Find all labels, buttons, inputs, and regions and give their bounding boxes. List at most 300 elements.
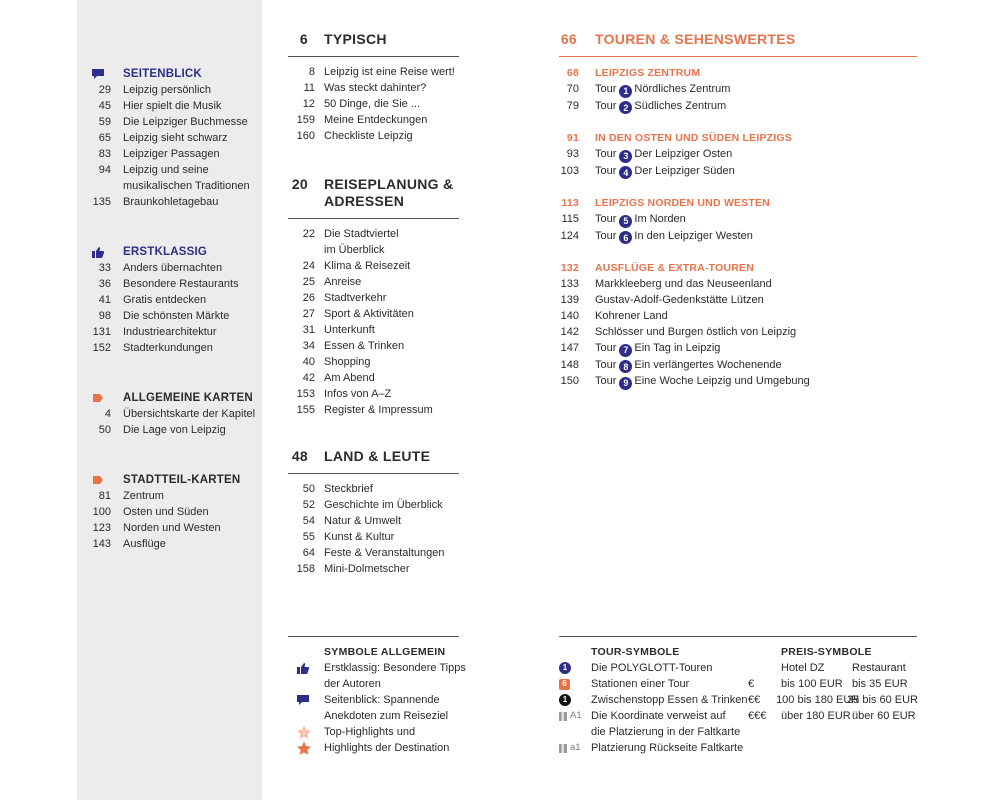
sidebar-entry[interactable] [85, 260, 260, 276]
page-number: 11 [303, 82, 315, 94]
chapters-column [288, 31, 459, 607]
folded-map-icon [559, 744, 567, 753]
tour-group-title: IN DEN OSTEN UND SÜDEN LEIPZIGS [595, 132, 792, 144]
entry-title: Leipzig und seine [123, 164, 209, 176]
legend-entry [559, 724, 754, 740]
sidebar-entry[interactable] [85, 536, 260, 552]
entry-title: Essen & Trinken [324, 340, 405, 352]
tour-entry[interactable] [559, 324, 917, 340]
legend-icon-slot [296, 676, 324, 692]
sidebar-entry[interactable] [85, 98, 260, 114]
entry-title: Zentrum [123, 490, 164, 502]
tour-prefix: Tour [595, 358, 617, 371]
tour-title: Der Leipziger Osten [634, 148, 733, 160]
page-number: 132 [560, 262, 579, 274]
entry-title: Gratis entdecken [123, 294, 207, 306]
tour-title: Ein verlängertes Wochenende [634, 358, 782, 371]
page-number: 94 [98, 164, 111, 176]
sidebar-section [85, 244, 260, 356]
sidebar-entry[interactable] [85, 194, 260, 210]
sidebar-entry[interactable] [85, 114, 260, 130]
sidebar-entry[interactable] [85, 130, 260, 146]
page-number: 26 [302, 292, 315, 304]
entry-title: Mini-Dolmetscher [324, 563, 410, 575]
price-hotel-header: Hotel DZ [781, 662, 825, 674]
price-symbol-col [748, 660, 781, 676]
sidebar-section-icon-wrap [85, 475, 111, 485]
legend-entry [559, 660, 754, 676]
entry-title: Stadtverkehr [324, 292, 387, 304]
map-coordinate: A1 [570, 710, 582, 721]
sidebar-section-heading [85, 390, 260, 406]
sidebar-section-heading [85, 66, 260, 82]
entry-title: Unterkunft [324, 324, 375, 336]
legend-icon-slot [559, 708, 591, 724]
chapter-title: TOUREN & SEHENSWERTES [595, 31, 796, 47]
page-number: 160 [296, 130, 315, 142]
sidebar-section-icon-wrap [85, 246, 111, 259]
legend-entry [296, 676, 461, 692]
legend-entry [296, 692, 461, 708]
sidebar-entry[interactable] [85, 504, 260, 520]
page-number: 98 [98, 310, 111, 322]
tour-entry[interactable] [559, 373, 917, 390]
page-number: 12 [302, 98, 315, 110]
page-number: 64 [302, 547, 315, 559]
entry-title: Steckbrief [324, 483, 373, 495]
page-number: 100 [92, 506, 111, 518]
sidebar-section-title: ERSTKLASSIG [123, 246, 207, 258]
thumbs-up-icon [296, 662, 310, 675]
page-number: 140 [560, 310, 579, 322]
chapter-heading [288, 31, 459, 57]
page-number: 148 [560, 358, 579, 371]
tour-title: In den Leipziger Westen [634, 229, 753, 242]
tour-number-badge: 5 [619, 215, 632, 228]
entry-title: Feste & Veranstaltungen [324, 547, 445, 559]
tour-group-heading [559, 130, 917, 146]
entry-title: Leipzig sieht schwarz [123, 132, 228, 144]
chapter-entry[interactable] [288, 96, 459, 112]
chapter-heading [288, 176, 459, 219]
sidebar-section-heading [85, 472, 260, 488]
sidebar-section-title: STADTTEIL-KARTEN [123, 474, 241, 486]
page-number: 40 [302, 356, 315, 368]
tour-group-heading [559, 260, 917, 276]
chapter-entry[interactable] [288, 497, 459, 513]
sidebar-entry[interactable] [85, 162, 260, 178]
legend-price [748, 644, 918, 724]
page-number: 33 [98, 262, 111, 274]
sidebar-section [85, 66, 260, 210]
page-number: 65 [98, 132, 111, 144]
page-number: 124 [560, 229, 579, 242]
entry-title: Geschichte im Überblick [324, 499, 443, 511]
legend-text: Anekdoten zum Reiseziel [324, 710, 449, 722]
page-number: 123 [92, 522, 111, 534]
folded-map-icon [559, 712, 567, 721]
entry-title: Hier spielt die Musik [123, 100, 222, 112]
sidebar-section [85, 472, 260, 552]
page-number: 142 [560, 326, 579, 338]
chapter-entry[interactable] [288, 529, 459, 545]
legend-entry [559, 708, 754, 724]
chapter-entry[interactable] [288, 386, 459, 402]
tour-group-title: LEIPZIGS NORDEN UND WESTEN [595, 197, 770, 209]
page-number: 34 [302, 340, 315, 352]
entry-title [579, 308, 668, 324]
map-tag-icon [92, 393, 104, 403]
tour-number-badge: 6 [619, 231, 632, 244]
entry-title: Osten und Süden [123, 506, 209, 518]
tour-group [559, 195, 917, 244]
chapter-entry[interactable] [288, 64, 459, 80]
page-number: 135 [92, 196, 111, 208]
sidebar-entry[interactable] [85, 324, 260, 340]
price-hotel: über 180 EUR [781, 710, 851, 722]
entry-title: Klima & Reisezeit [324, 260, 411, 272]
tour-group [559, 260, 917, 390]
entry-title: Sport & Aktivitäten [324, 308, 414, 320]
price-row [748, 708, 918, 724]
tour-number-badge: 3 [619, 150, 632, 163]
page-number: 150 [560, 375, 579, 387]
tour-title: Schlösser und Burgen östlich von Leipzig [595, 326, 797, 338]
entry-title [579, 324, 796, 340]
legend-entry [559, 692, 754, 708]
map-coord-back-icon [559, 740, 581, 756]
tour-group-heading [559, 195, 917, 211]
chapter-title-line: REISEPLANUNG & [324, 176, 454, 192]
chapter-entry[interactable] [288, 513, 459, 529]
legend-text: der Autoren [324, 678, 381, 690]
entry-title: Besondere Restaurants [123, 278, 239, 290]
tour-title: Kohrener Land [595, 310, 668, 322]
legend-rule-general [288, 636, 459, 637]
price-hotel: bis 100 EUR [781, 678, 843, 690]
tour-entry[interactable] [559, 146, 917, 163]
chapter-entry[interactable] [288, 242, 459, 258]
tour-entry[interactable] [559, 98, 917, 115]
sidebar-entry[interactable] [85, 406, 260, 422]
chapter-title-line: LAND & LEUTE [324, 448, 431, 464]
tour-number-badge: 9 [619, 377, 632, 390]
chapter-number: 20 [291, 176, 308, 192]
legend-icon-slot [296, 740, 324, 756]
entry-title [579, 357, 782, 374]
page-number: 55 [302, 531, 315, 543]
chapter-entry[interactable] [288, 354, 459, 370]
sidebar-section [85, 390, 260, 438]
legend-text: Stationen einer Tour [591, 678, 690, 690]
legend-text: Die POLYGLOTT-Touren [591, 662, 713, 674]
tour-entry[interactable] [559, 81, 917, 98]
tour-prefix: Tour [595, 99, 617, 112]
chapter-entry[interactable] [288, 80, 459, 96]
tour-title: Gustav-Adolf-Gedenkstätte Lützen [595, 294, 764, 306]
legend-title: SYMBOLE ALLGEMEIN [324, 646, 446, 658]
food-stop-icon: 1 [559, 694, 571, 706]
tour-title: Markkleeberg und das Neuseenland [595, 278, 772, 290]
page-number: 45 [98, 100, 111, 112]
page-number: 59 [98, 116, 111, 128]
tour-number-badge: 2 [619, 101, 632, 114]
price-symbol: €€ [748, 694, 761, 706]
entry-title: Leipzig persönlich [123, 84, 212, 96]
price-restaurant: bis 35 EUR [852, 678, 908, 690]
price-restaurant: über 60 EUR [852, 710, 916, 722]
entry-title: Leipziger Passagen [123, 148, 220, 160]
chapter-entry[interactable] [288, 128, 459, 144]
price-restaurant-header: Restaurant [852, 662, 906, 674]
sidebar-entry[interactable] [85, 82, 260, 98]
chapter-heading [559, 31, 917, 57]
sidebar-entry[interactable] [85, 146, 260, 162]
tour-title: Im Norden [634, 213, 686, 225]
page-number: 68 [566, 67, 579, 79]
entry-title: 50 Dinge, die Sie ... [324, 98, 421, 110]
legend-text: Top-Highlights und [324, 726, 416, 738]
chapter-title-line: ADRESSEN [324, 193, 405, 209]
legend-tour [559, 644, 754, 756]
star-icon [296, 741, 312, 756]
tour-number-badge: 1 [619, 85, 632, 98]
entry-title [579, 98, 726, 115]
page-number: 139 [560, 294, 579, 306]
tour-group [559, 130, 917, 179]
legend-text: die Platzierung in der Faltkarte [591, 726, 741, 738]
page-number: 52 [302, 499, 315, 511]
tour-entry[interactable] [559, 308, 917, 324]
entry-title: Anreise [324, 276, 362, 288]
page-number: 93 [566, 148, 579, 160]
entry-title: Die Leipziger Buchmesse [123, 116, 248, 128]
entry-title: Am Abend [324, 372, 375, 384]
page-number: 22 [302, 228, 315, 240]
tour-group [559, 65, 917, 114]
sidebar-section-title: ALLGEMEINE KARTEN [123, 392, 253, 404]
chapter-entry[interactable] [288, 322, 459, 338]
speech-bubble-icon [296, 694, 310, 706]
page-number: 152 [92, 342, 111, 354]
entry-title: Was steckt dahinter? [324, 82, 427, 94]
chapter-block [288, 176, 459, 418]
sidebar-entry[interactable] [85, 276, 260, 292]
tour-entry[interactable] [559, 276, 917, 292]
sidebar-section-title: SEITENBLICK [123, 68, 202, 80]
chapter-number: 6 [299, 31, 308, 47]
chapter-entry[interactable] [288, 112, 459, 128]
sidebar-entry[interactable] [85, 488, 260, 504]
legend-entry [296, 740, 461, 756]
chapter-title [308, 176, 453, 210]
tour-entry[interactable] [559, 163, 917, 180]
tour-entry[interactable] [559, 228, 917, 245]
page-number: 131 [92, 326, 111, 338]
page-number: 159 [296, 114, 315, 126]
sidebar-entry[interactable] [85, 178, 260, 194]
page-number: 50 [98, 424, 111, 436]
page-number: 153 [296, 388, 315, 400]
page-number: 24 [302, 260, 315, 272]
tour-title: Ein Tag in Leipzig [634, 342, 721, 354]
page-number: 79 [566, 99, 579, 112]
page-number: 143 [92, 538, 111, 550]
entry-title: Kunst & Kultur [324, 531, 395, 543]
map-coord-icon [559, 708, 582, 724]
chapter-entry[interactable] [288, 370, 459, 386]
page-number [288, 242, 315, 258]
tour-prefix: Tour [595, 148, 617, 160]
legend-icon-slot [559, 692, 591, 708]
legend-icon-slot [559, 676, 591, 692]
entry-title: Anders übernachten [123, 262, 223, 274]
tour-entry[interactable] [559, 292, 917, 308]
entry-title [579, 373, 810, 390]
page-number: 113 [561, 197, 579, 209]
chapter-entry[interactable] [288, 274, 459, 290]
tour-title: Südliches Zentrum [634, 99, 727, 112]
entry-title: Die Stadtviertel [324, 228, 399, 240]
price-hotel: 100 bis 180 EUR [776, 694, 860, 706]
chapter-block [288, 31, 459, 144]
page-number: 158 [296, 563, 315, 575]
sidebar-entry[interactable] [85, 520, 260, 536]
entry-title: Die schönsten Märkte [123, 310, 230, 322]
chapter-entry[interactable] [288, 561, 459, 577]
tour-prefix: Tour [595, 375, 617, 387]
entry-title [579, 228, 753, 245]
chapter-title [308, 448, 430, 465]
tour-number-badge: 4 [619, 166, 632, 179]
tours-column [559, 31, 917, 406]
sidebar-entry[interactable] [85, 308, 260, 324]
tour-entry[interactable] [559, 357, 917, 374]
entry-title: Industriearchitektur [123, 326, 217, 338]
price-header-row [748, 660, 918, 676]
entry-title: im Überblick [324, 244, 385, 256]
page-number: 147 [560, 342, 579, 354]
legend-rule-tour [559, 636, 917, 637]
legend-text: Die Koordinate verweist auf [591, 710, 726, 722]
tour-title: Nördliches Zentrum [634, 83, 731, 95]
page-number: 29 [98, 84, 111, 96]
chapter-entry[interactable] [288, 338, 459, 354]
legend-general [296, 644, 466, 756]
entry-title [579, 276, 772, 292]
page-number: 54 [302, 515, 315, 527]
chapter-title [308, 31, 387, 48]
sidebar-section-heading [85, 244, 260, 260]
entry-title [579, 292, 764, 308]
entry-title: Braunkohletagebau [123, 196, 219, 208]
chapter-entry[interactable] [288, 258, 459, 274]
chapter-entry[interactable] [288, 226, 459, 242]
entry-title: Die Lage von Leipzig [123, 424, 226, 436]
sidebar-section-icon-wrap [85, 68, 111, 80]
page-number: 91 [566, 132, 579, 144]
page-number: 133 [560, 278, 579, 290]
chapter-heading [288, 448, 459, 474]
tour-group-heading [559, 65, 917, 81]
chapter-entry[interactable] [288, 306, 459, 322]
sidebar-entry[interactable] [85, 340, 260, 356]
entry-title: Register & Impressum [324, 404, 433, 416]
legend-icon-slot [296, 692, 324, 708]
tour-group-title: AUSFLÜGE & EXTRA-TOUREN [595, 262, 754, 274]
svg-text:!!: !! [302, 730, 306, 737]
legend-icon-slot [296, 660, 324, 676]
page-number: 31 [302, 324, 315, 336]
tour-group-title: LEIPZIGS ZENTRUM [595, 67, 701, 79]
entry-title [579, 163, 735, 180]
legend-icon-slot [559, 660, 591, 676]
page-number [85, 178, 111, 194]
page-number: 4 [104, 408, 111, 420]
sidebar-entry[interactable] [85, 292, 260, 308]
legend-title: TOUR-SYMBOLE [591, 646, 680, 658]
tour-title: Der Leipziger Süden [634, 164, 735, 177]
star-outline-icon [296, 725, 312, 740]
entry-title [579, 211, 686, 228]
chapter-title-line: TYPISCH [324, 31, 387, 47]
legend-icon-slot [296, 724, 324, 740]
page-number: 70 [566, 83, 579, 95]
chapter-entry[interactable] [288, 545, 459, 561]
chapter-entry[interactable] [288, 402, 459, 418]
entry-title: Stadterkundungen [123, 342, 213, 354]
legend-icon-slot [559, 724, 591, 740]
legend-entry [296, 724, 461, 740]
tour-prefix: Tour [595, 164, 617, 177]
legend-entry [559, 676, 754, 692]
sidebar-entry[interactable] [85, 422, 260, 438]
page-number: 41 [98, 294, 111, 306]
entry-title: Infos von A–Z [324, 388, 392, 400]
price-symbol: €€€ [748, 710, 767, 722]
legend-icon-slot [296, 708, 324, 724]
entry-title: Leipzig ist eine Reise wert! [324, 66, 455, 78]
map-coordinate: a1 [570, 742, 581, 753]
price-row [748, 692, 918, 708]
chapter-block [288, 448, 459, 577]
price-restaurant: 35 bis 60 EUR [847, 694, 918, 706]
entry-title: Übersichtskarte der Kapitel [123, 408, 256, 420]
tour-station-icon: 6 [559, 679, 570, 690]
tour-number-badge: 7 [619, 344, 632, 357]
tour-entry[interactable] [559, 340, 917, 357]
page-number: 36 [98, 278, 111, 290]
page-number: 27 [302, 308, 315, 320]
page-number: 83 [98, 148, 111, 160]
tour-entry[interactable] [559, 211, 917, 228]
chapter-entry[interactable] [288, 481, 459, 497]
entry-title: musikalischen Traditionen [123, 180, 250, 192]
chapter-number: 48 [291, 448, 308, 464]
chapter-entry[interactable] [288, 290, 459, 306]
tour-prefix: Tour [595, 342, 617, 354]
page-number: 155 [296, 404, 315, 416]
tour-number-badge: 8 [619, 360, 632, 373]
entry-title: Ausflüge [123, 538, 166, 550]
entry-title [579, 81, 730, 98]
page-number: 103 [560, 164, 579, 177]
legend-text: Zwischenstopp Essen & Trinken [591, 694, 748, 706]
page-number: 25 [302, 276, 315, 288]
thumbs-up-icon [91, 246, 105, 259]
entry-title: Natur & Umwelt [324, 515, 402, 527]
legend-text: Platzierung Rückseite Faltkarte [591, 742, 744, 754]
